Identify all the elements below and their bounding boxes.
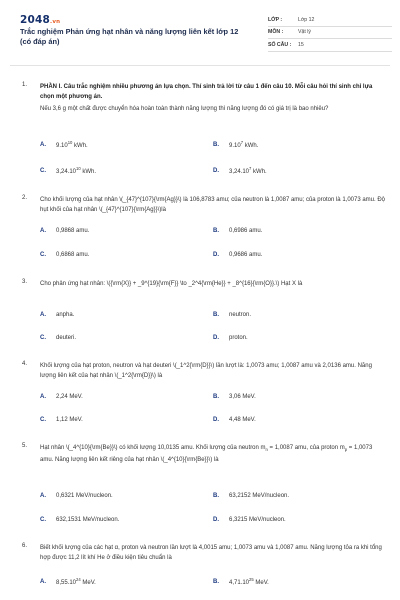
answer-b[interactable] bbox=[213, 228, 262, 234]
answer-b[interactable] bbox=[213, 394, 256, 400]
answer-c[interactable] bbox=[40, 417, 83, 423]
question-number: 2. bbox=[22, 195, 28, 201]
answer-text: 0,6868 amu. bbox=[56, 252, 90, 258]
answer-text: 0,6986 amu. bbox=[229, 228, 263, 234]
question-text: Nếu 3,6 g một chất được chuyển hóa hoàn toàn thành năng lượng thì năng lượng đó có giá trị là bao nhiêu? bbox=[40, 106, 329, 112]
answer-b[interactable] bbox=[213, 577, 269, 586]
question-number: 3. bbox=[22, 279, 28, 285]
answer-text: deuteri. bbox=[56, 335, 77, 341]
answer-b[interactable] bbox=[213, 140, 258, 149]
answer-c[interactable] bbox=[40, 517, 119, 523]
answer-label: C. bbox=[40, 167, 46, 174]
answer-label: A. bbox=[40, 141, 46, 148]
answer-text: 8,55.10$^{24}$ MeV. bbox=[56, 577, 96, 586]
answer-label: D. bbox=[213, 252, 219, 258]
answer-a[interactable] bbox=[40, 312, 74, 318]
answer-label: C. bbox=[40, 252, 46, 258]
answer-text: neutron. bbox=[229, 312, 252, 318]
answer-label: B. bbox=[213, 312, 219, 318]
meta-key: SỐ CÂU : bbox=[268, 41, 292, 48]
answer-text: 9.10$^7$ kWh. bbox=[229, 140, 259, 149]
question-number: 4. bbox=[22, 361, 28, 367]
meta-value: 15 bbox=[298, 41, 304, 48]
answer-d[interactable] bbox=[213, 335, 248, 341]
answer-a[interactable] bbox=[40, 228, 89, 234]
answer-text: 2,24 MeV. bbox=[56, 394, 83, 400]
answer-d[interactable] bbox=[213, 252, 262, 258]
answer-text: 4,71.10$^{25}$ MeV. bbox=[229, 577, 269, 586]
answer-text: proton. bbox=[229, 335, 248, 341]
meta-row-class bbox=[268, 14, 392, 27]
answer-text: 632,1531 MeV/nucleon. bbox=[56, 517, 120, 523]
meta-row-count bbox=[268, 39, 392, 52]
answer-c[interactable] bbox=[40, 252, 89, 258]
answer-text: 1,12 MeV. bbox=[56, 417, 83, 423]
answer-a[interactable] bbox=[40, 577, 96, 586]
answer-text: 6,3215 MeV/nucleon. bbox=[229, 517, 286, 523]
answer-text: 3,24.10$^7$ kWh. bbox=[229, 166, 267, 175]
question-number: 5. bbox=[22, 443, 28, 449]
answer-text: 0,9686 amu. bbox=[229, 252, 263, 258]
question-number: 6. bbox=[22, 543, 28, 549]
answer-d[interactable] bbox=[213, 166, 267, 175]
answer-label: D. bbox=[213, 417, 219, 423]
answer-label: C. bbox=[40, 417, 46, 423]
header-divider bbox=[10, 65, 390, 66]
question-number: 1. bbox=[22, 82, 28, 88]
meta-value: Lớp 12 bbox=[298, 16, 315, 23]
answer-text: 4,48 MeV. bbox=[229, 417, 256, 423]
meta-key: MÔN : bbox=[268, 29, 284, 36]
answer-text: 9.10$^{10}$ kWh. bbox=[56, 140, 88, 149]
answer-label: B. bbox=[213, 493, 219, 499]
answer-label: A. bbox=[40, 312, 46, 318]
answer-label: A. bbox=[40, 493, 46, 499]
answer-b[interactable] bbox=[213, 312, 251, 318]
answer-label: B. bbox=[213, 141, 219, 148]
answer-label: B. bbox=[213, 228, 219, 234]
question-text: Khối lượng của hạt proton, neutron và hạt deuteri \(_1^2{\rm{D}}\) lần lượt là: 1,0073 amu; 1,0087 amu và 2,0136 amu. Năng lượng liên kết của hạt nhân \(_1^2{\rm{D}}\) là bbox=[40, 363, 372, 379]
answer-a[interactable] bbox=[40, 394, 83, 400]
answer-label: B. bbox=[213, 578, 219, 585]
meta-value: Vật lý bbox=[298, 29, 311, 36]
question-text: Biết khối lượng của các hạt α, proton và neutron lần lượt là 4,0015 amu; 1,0073 amu và 1,0087 amu. Năng lượng tỏa ra khi tổng hợp được 11,2 lít khí He ở điều kiện tiêu chuẩn là bbox=[40, 545, 382, 561]
answer-text: 3,24.10$^{10}$ kWh. bbox=[56, 166, 97, 175]
answer-b[interactable] bbox=[213, 493, 289, 499]
answer-label: A. bbox=[40, 394, 46, 400]
answer-label: D. bbox=[213, 517, 219, 523]
meta-key: LỚP : bbox=[268, 16, 283, 23]
site-logo[interactable]: 2048.vn bbox=[20, 14, 61, 26]
answer-text: 0,9868 amu. bbox=[56, 228, 90, 234]
meta-table bbox=[268, 14, 392, 52]
document-title: Trắc nghiệm Phản ứng hạt nhân và năng lượng liên kết lớp 12 (có đáp án) bbox=[20, 27, 239, 46]
answer-a[interactable] bbox=[40, 140, 88, 149]
question-text: Hạt nhân \(_4^{10}{\rm{Be}}\) có khối lượng 10,0135 amu. Khối lượng của neutron $m_n = 1,0087$ amu, của proton $m_p = 1,0073$ amu. Năng lượng liên kết riêng của hạt nhân \(_4^{10}{\rm{Be}}\) là bbox=[40, 445, 373, 464]
answer-label: C. bbox=[40, 517, 46, 523]
question-text: Cho khối lượng của hạt nhân \(_{47}^{107}{\rm{Ag}}\) là 106,8783 amu; của neutron là 1,0087 amu; của proton là 1,0073 amu. Độ hụt khối của hạt nhân \(_{47}^{107}{\rm{Ag}}\)là bbox=[40, 197, 386, 213]
answer-d[interactable] bbox=[213, 517, 286, 523]
answer-label: D. bbox=[213, 167, 219, 174]
answer-d[interactable] bbox=[213, 417, 256, 423]
answer-text: 3,06 MeV. bbox=[229, 394, 256, 400]
answer-label: C. bbox=[40, 335, 46, 341]
meta-row-subject bbox=[268, 27, 392, 40]
answer-text: 63,2152 MeV/nucleon. bbox=[229, 493, 290, 499]
answer-c[interactable] bbox=[40, 166, 96, 175]
answer-label: A. bbox=[40, 578, 46, 585]
answer-a[interactable] bbox=[40, 493, 113, 499]
answer-label: B. bbox=[213, 394, 219, 400]
answer-label: A. bbox=[40, 228, 46, 234]
page-header bbox=[20, 14, 392, 54]
section-intro: PHẦN I. Câu trắc nghiệm nhiều phương án lựa chọn. Thí sinh trả lời từ câu 1 đến câu 10. Mỗi câu hỏi thí sinh chỉ lựa chọn một phương án. bbox=[40, 84, 373, 100]
answer-c[interactable] bbox=[40, 335, 76, 341]
answer-text: 0,6321 MeV/nucleon. bbox=[56, 493, 113, 499]
answer-text: anpha. bbox=[56, 312, 75, 318]
answer-label: D. bbox=[213, 335, 219, 341]
question-text: Cho phản ứng hạt nhân: \({\rm{X}} + _9^{19}{\rm{F}} \to _2^4{\rm{He}} + _8^{16}{\rm{O}}.\) Hạt X là bbox=[40, 281, 303, 287]
